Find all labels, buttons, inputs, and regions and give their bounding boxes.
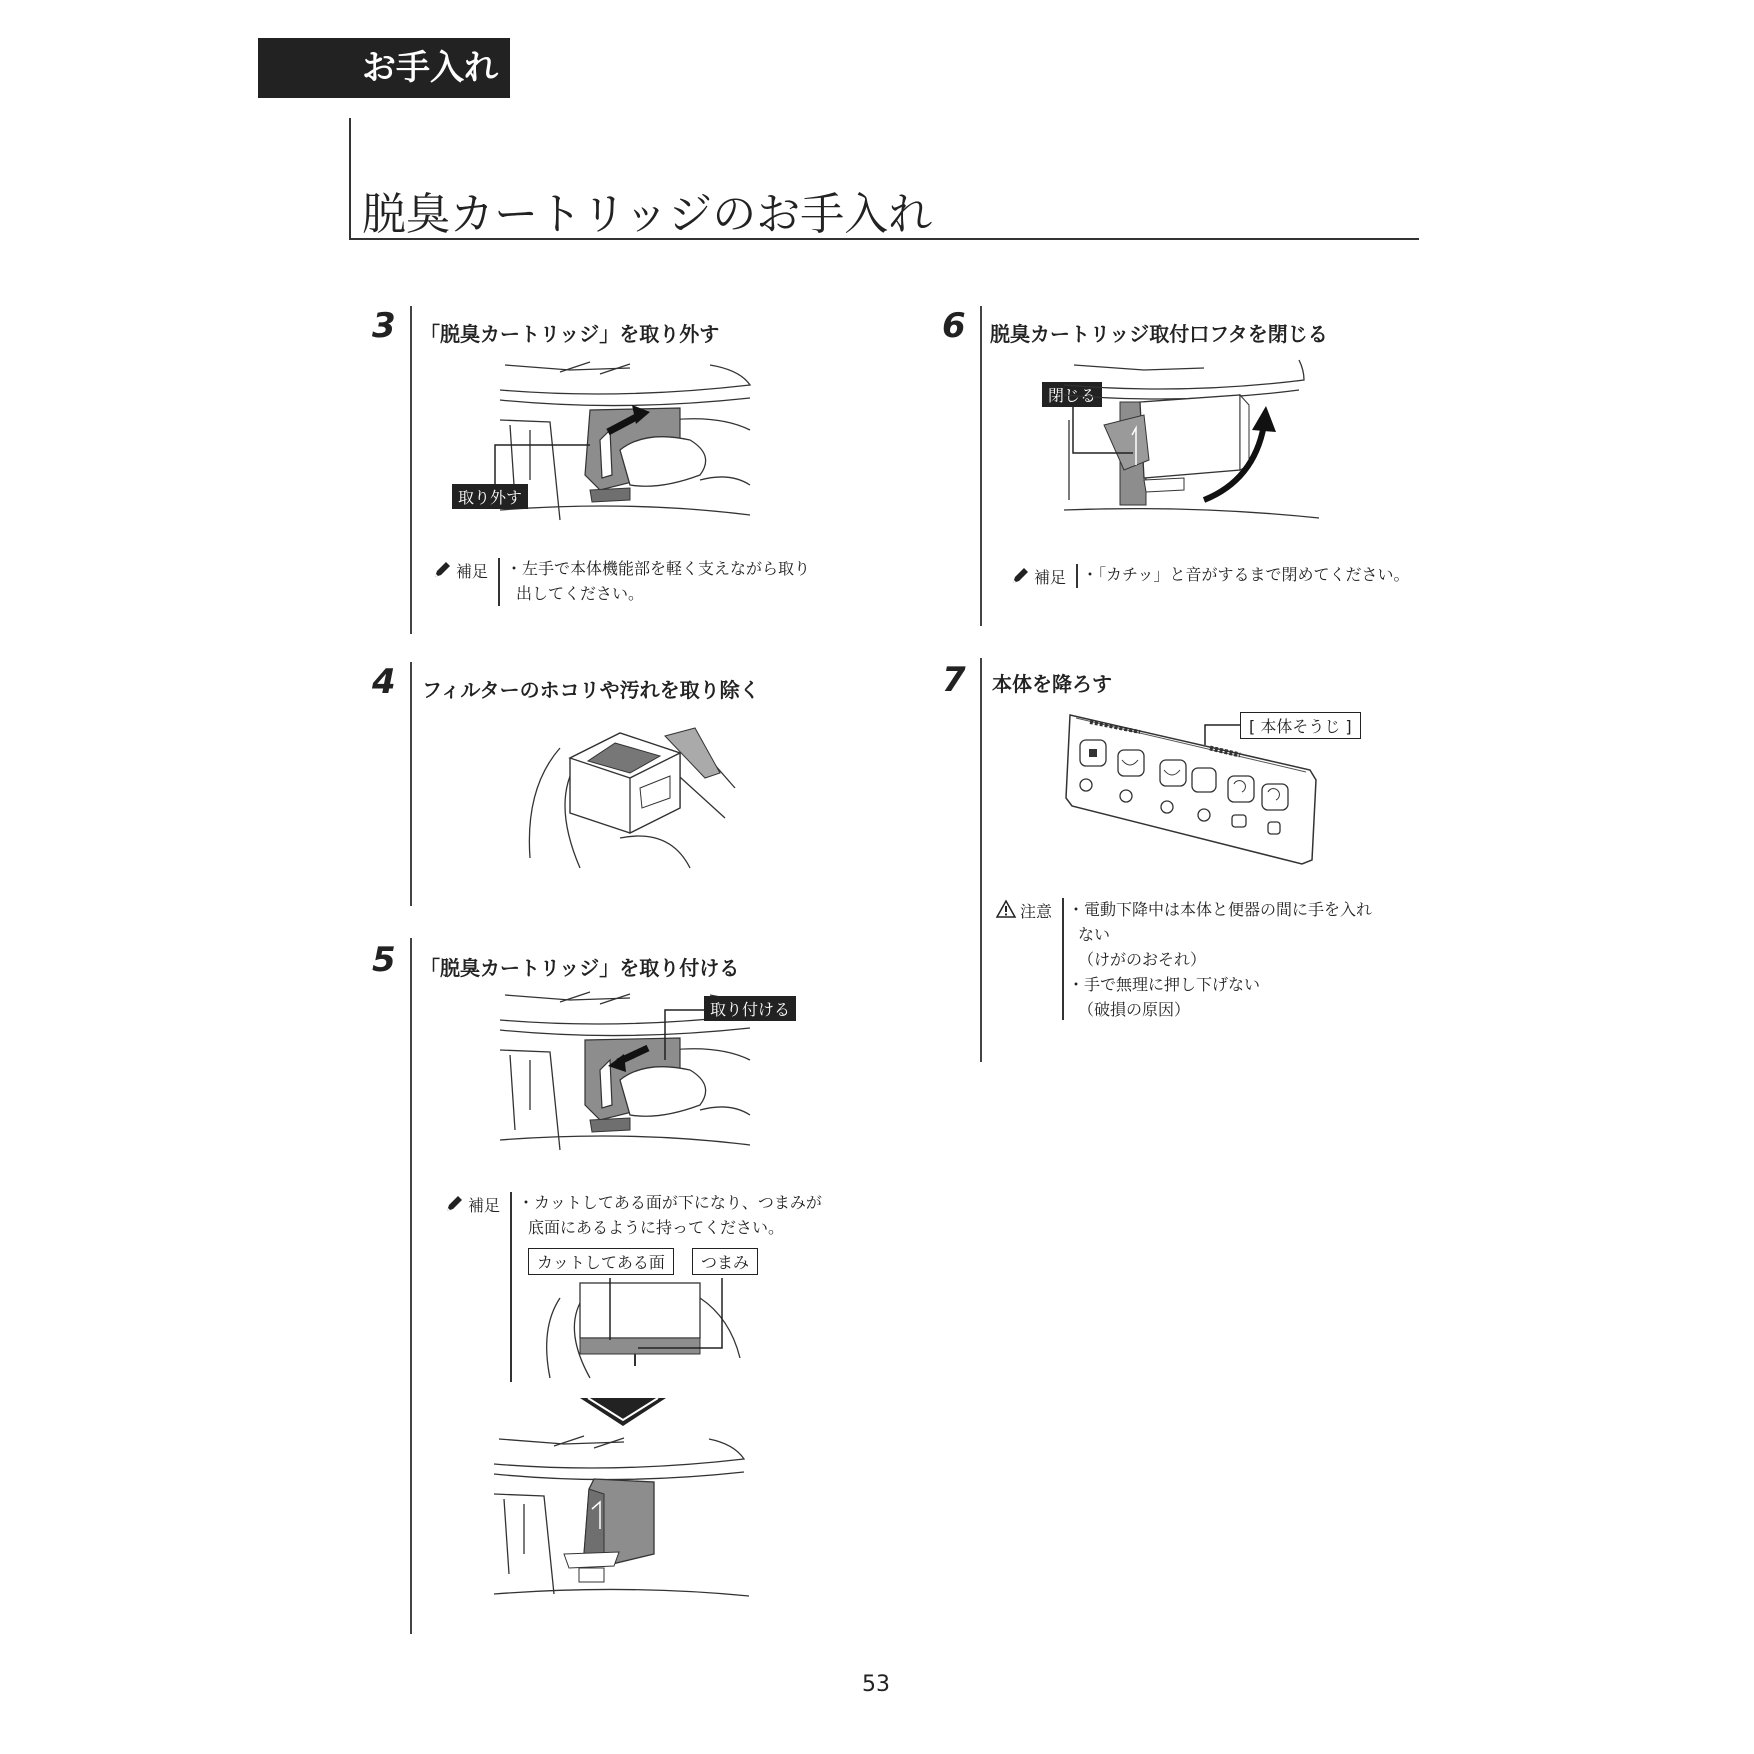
step-6-note-bar bbox=[1076, 564, 1078, 588]
step-3-rule bbox=[410, 306, 412, 634]
step-5-note-icon bbox=[444, 1194, 464, 1218]
down-arrow-icon bbox=[580, 1398, 666, 1428]
step-6-note-line-1: ・「カチッ」と音がするまで閉めてください。 bbox=[1082, 565, 1410, 584]
step-5-title: 「脱臭カートリッジ」を取り付ける bbox=[420, 956, 740, 980]
pencil-icon bbox=[432, 560, 452, 580]
step-5-note-line-1: ・カットしてある面が下になり、つまみが bbox=[518, 1193, 822, 1212]
callout-knob: つまみ bbox=[692, 1248, 758, 1275]
step-3-note-icon bbox=[432, 560, 452, 584]
page-number: 53 bbox=[862, 1672, 890, 1697]
step-5-rule bbox=[410, 938, 412, 1634]
step-6-note-icon bbox=[1010, 566, 1030, 590]
step-7-note-line-4: ・手で無理に押し下げない bbox=[1068, 975, 1261, 994]
step-6-note-label: 補足 bbox=[1034, 568, 1067, 587]
step-7-note-label: 注意 bbox=[1020, 902, 1053, 921]
step-6-number: 6 bbox=[942, 306, 966, 346]
step-7-note-bar bbox=[1062, 898, 1064, 1020]
step-3-leader bbox=[490, 440, 610, 490]
step-7-note-line-5: （破損の原因） bbox=[1078, 1000, 1191, 1019]
step-4-illustration bbox=[520, 718, 740, 878]
step-7-note-line-3: （けがのおそれ） bbox=[1078, 950, 1207, 969]
step-5-number: 5 bbox=[372, 940, 396, 980]
callout-body-cleaning: [ 本体そうじ ] bbox=[1240, 712, 1361, 739]
step-6-title: 脱臭カートリッジ取付口フタを閉じる bbox=[990, 322, 1328, 346]
step-5-result-illustration bbox=[494, 1434, 764, 1604]
step-3-number: 3 bbox=[372, 306, 396, 346]
warning-triangle-icon bbox=[996, 900, 1016, 918]
step-6-leader bbox=[1068, 398, 1138, 458]
step-7-rule bbox=[980, 658, 982, 1062]
step-6-rule bbox=[980, 306, 982, 626]
step-3-note-bar bbox=[498, 558, 500, 606]
section-tab: お手入れ bbox=[258, 38, 510, 98]
callout-attach: 取り付ける bbox=[704, 996, 796, 1021]
step-3-note-label: 補足 bbox=[456, 562, 489, 581]
pencil-icon bbox=[444, 1194, 464, 1214]
step-7-note-line-1: ・電動下降中は本体と便器の間に手を入れ bbox=[1068, 900, 1373, 919]
step-5-note-line-2: 底面にあるように持ってください。 bbox=[528, 1218, 785, 1237]
callout-remove: 取り外す bbox=[452, 484, 528, 509]
step-3-note-line-2: 出してください。 bbox=[516, 584, 645, 603]
step-5-note-bar bbox=[510, 1192, 512, 1382]
title-vertical-rule bbox=[349, 118, 351, 240]
step-3-note-line-1: ・左手で本体機能部を軽く支えながら取り bbox=[506, 559, 811, 578]
step-5-leader bbox=[660, 1005, 710, 1065]
step-4-number: 4 bbox=[372, 662, 396, 702]
callout-close: 閉じる bbox=[1042, 382, 1102, 407]
step-7-number: 7 bbox=[942, 660, 966, 700]
step-4-rule bbox=[410, 662, 412, 906]
step-7-note-line-2: ない bbox=[1078, 925, 1111, 944]
cartridge-orientation-illustration bbox=[540, 1278, 760, 1383]
step-4-title: フィルターのホコリや汚れを取り除く bbox=[422, 678, 760, 702]
step-3-title: 「脱臭カートリッジ」を取り外す bbox=[420, 322, 720, 346]
callout-cut-face: カットしてある面 bbox=[528, 1248, 674, 1275]
step-5-note-label: 補足 bbox=[468, 1196, 501, 1215]
pencil-icon bbox=[1010, 566, 1030, 586]
step-7-title: 本体を降ろす bbox=[992, 672, 1112, 696]
page-title: 脱臭カートリッジのお手入れ bbox=[362, 189, 933, 240]
